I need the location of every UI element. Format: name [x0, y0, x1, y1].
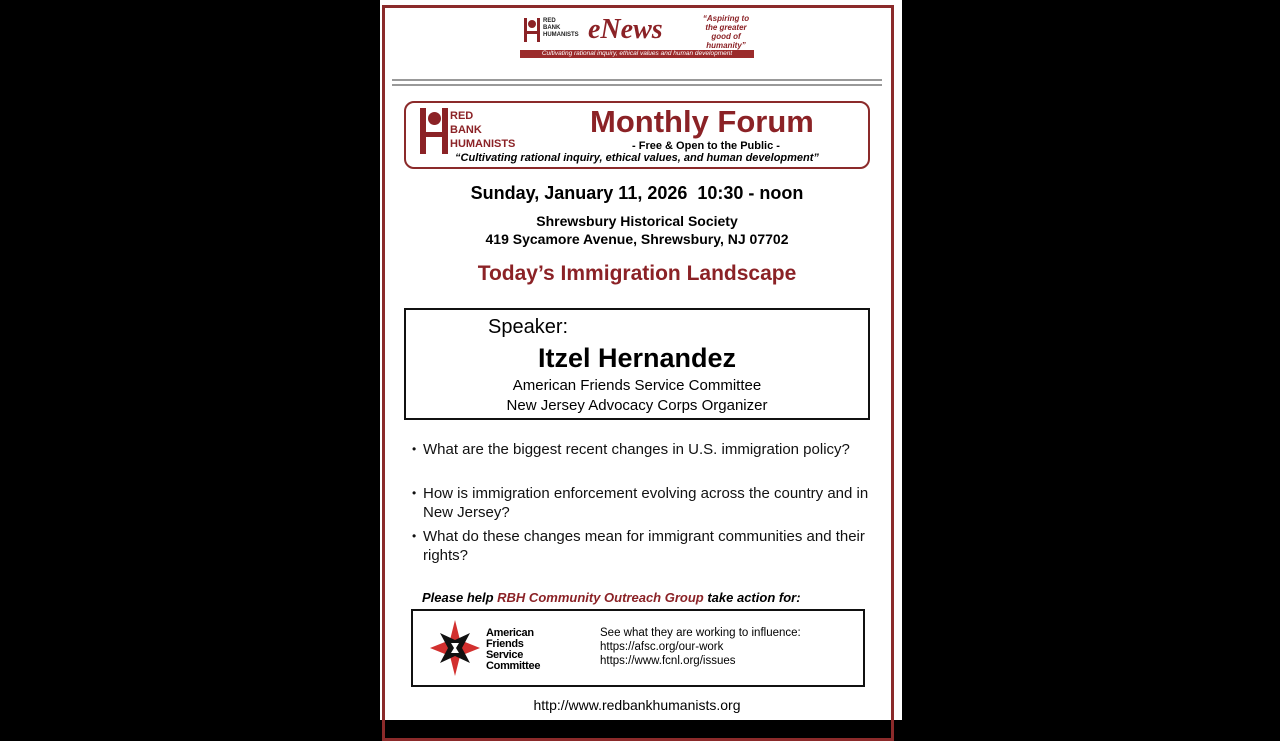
- afsc-intro: See what they are working to influence:: [600, 627, 801, 639]
- event-topic: Today’s Immigration Landscape: [477, 262, 797, 285]
- speaker-org: American Friends Service Committee: [512, 377, 762, 394]
- afsc-link[interactable]: https://afsc.org/our-work: [600, 641, 724, 653]
- question-item: • What do these changes mean for immigrant communities and their rights?: [423, 527, 873, 565]
- masthead-title: eNews: [588, 14, 663, 45]
- afsc-star-icon: [430, 620, 480, 676]
- question-item: • How is immigration enforcement evolving across the country and in New Jersey?: [423, 484, 873, 522]
- speaker-box: [404, 308, 870, 420]
- speaker-role: New Jersey Advocacy Corps Organizer: [506, 397, 768, 414]
- fcnl-link[interactable]: https://www.fcnl.org/issues: [600, 655, 736, 667]
- masthead-tagline: Cultivating rational inquiry, ethical values and human development: [520, 50, 754, 58]
- afsc-box: [411, 609, 865, 687]
- afsc-links: [600, 626, 801, 668]
- flyer-page: [380, 0, 902, 720]
- speaker-name: Itzel Hernandez: [537, 343, 737, 373]
- forum-org: RED BANK HUMANISTS: [450, 110, 516, 150]
- forum-title: Monthly Forum: [590, 104, 814, 139]
- forum-motto: “Cultivating rational inquiry, ethical values, and human development”: [455, 152, 819, 164]
- masthead-org: RED BANK HUMANISTS: [543, 18, 579, 38]
- event-address: 419 Sycamore Avenue, Shrewsbury, NJ 07702: [485, 231, 789, 247]
- speaker-label: Speaker:: [488, 316, 569, 338]
- action-line: Please help RBH Community Outreach Group take action for:: [422, 590, 801, 605]
- event-venue: Shrewsbury Historical Society: [536, 213, 738, 229]
- question-item: • What are the biggest recent changes in U.S. immigration policy?: [423, 440, 873, 459]
- rbh-logo-small: [524, 18, 540, 42]
- divider: [392, 84, 882, 86]
- masthead-quote: “Aspiring to the greater good of humanity”: [702, 14, 750, 50]
- event-datetime: Sunday, January 11, 2026 10:30 - noon: [470, 183, 804, 203]
- afsc-logo-text: American Friends Service Committee: [486, 627, 541, 672]
- divider: [392, 79, 882, 81]
- forum-subtitle: - Free & Open to the Public -: [632, 140, 780, 152]
- forum-header: [404, 101, 870, 169]
- rbh-logo: [420, 108, 448, 154]
- footer-url[interactable]: http://www.redbankhumanists.org: [533, 697, 741, 713]
